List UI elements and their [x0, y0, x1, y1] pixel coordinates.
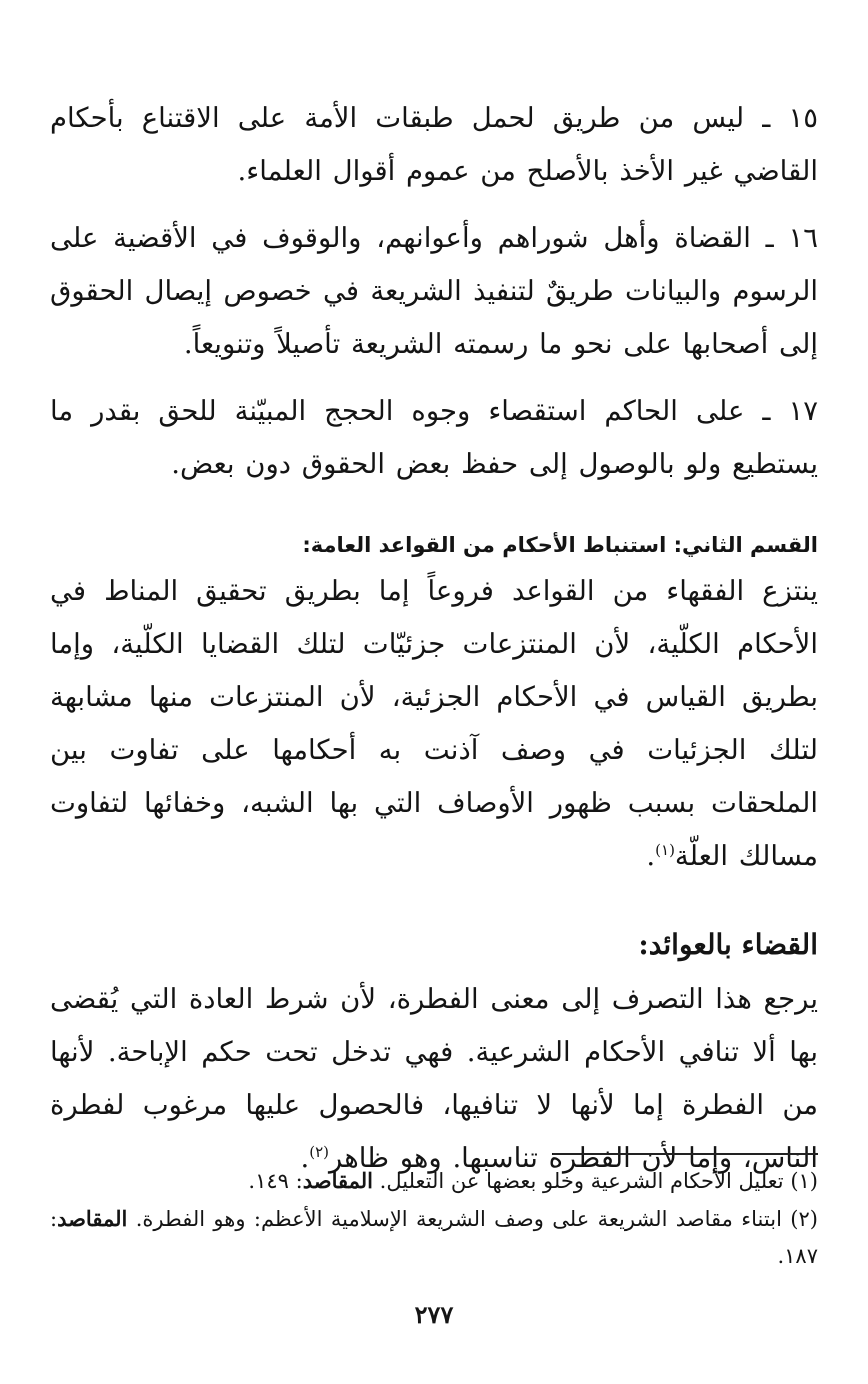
section-body-derivation-text: ينتزع الفقهاء من القواعد فروعاً إما بطريق تحقيق المناط في الأحكام الكلّية، لأن المنتزعات جزئيّات لتلك القضايا الكلّية، وإما بطريق القياس في الأحكام الجزئية، لأن المنتزعات منها مشابهة لتلك الجزئيات في وصف آذنت به أحكامها على تفاوت بين الملحقات بسبب ظهور الأوصاف التي بها الشبه، وخفائها لتفاوت مسالك العلّة — [50, 575, 818, 872]
footnote-2-num: (٢) — [790, 1207, 818, 1231]
footnotes — [50, 1162, 818, 1275]
footnote-1-source: المقاصد — [302, 1168, 373, 1193]
section-heading-customs: القضاء بالعوائد: — [638, 928, 818, 961]
paragraph-15: ١٥ ـ ليس من طريق لحمل طبقات الأمة على الاقتناع بأحكام القاضي غير الأخذ بالأصلح من عموم أقوال العلماء. — [50, 102, 818, 187]
footnote-1-num: (١) — [790, 1169, 818, 1193]
section-body-derivation-end: . — [646, 840, 656, 872]
page-body — [50, 92, 818, 1185]
footnote-2-text: ابتناء مقاصد الشريعة على وصف الشريعة الإسلامية الأعظم: وهو الفطرة. — [135, 1207, 782, 1231]
paragraph-17: ١٧ ـ على الحاكم استقصاء وجوه الحجج المبيّنة للحق بقدر ما يستطيع ولو بالوصول إلى حفظ بعض الحقوق دون بعض. — [50, 395, 818, 480]
footnote-2-page: : ١٨٧. — [50, 1207, 818, 1268]
section-body-customs-text: يرجع هذا التصرف إلى معنى الفطرة، لأن شرط العادة التي يُقضى بها ألا تنافي الأحكام الشرعية. فهي تدخل تحت حكم الإباحة. لأنها من الفطرة إما لأنها لا تنافيها، فالحصول عليها مرغوب لفطرة الناس، وإما لأن الفطرة تناسبها. وهو ظاهر — [50, 983, 818, 1174]
footnote-2 — [50, 1200, 818, 1275]
page-number: ٢٧٧ — [414, 1300, 454, 1329]
footnote-1-text: تعليل الأحكام الشرعية وخلو بعضها عن التعليل. — [379, 1169, 784, 1193]
paragraph-16: ١٦ ـ القضاة وأهل شوراهم وأعوانهم، والوقوف في الأقضية على الرسوم والبيانات طريقٌ لتنفيذ الشريعة في خصوص إيصال الحقوق إلى أصحابها على نحو ما رسمته الشريعة تأصيلاً وتنويعاً. — [50, 222, 818, 360]
section-heading-derivation: القسم الثاني: استنباط الأحكام من القواعد العامة: — [302, 533, 818, 557]
section-body-customs-end: . — [300, 1142, 310, 1174]
footnote-1-page: : ١٤٩. — [248, 1169, 303, 1193]
section-body-derivation — [50, 565, 818, 883]
footnote-2-source: المقاصد — [57, 1206, 128, 1231]
footnote-ref-1: (١) — [655, 840, 675, 859]
footnote-1 — [50, 1162, 818, 1200]
footnote-divider — [553, 1153, 818, 1155]
footnote-ref-2: (٢) — [309, 1142, 330, 1161]
